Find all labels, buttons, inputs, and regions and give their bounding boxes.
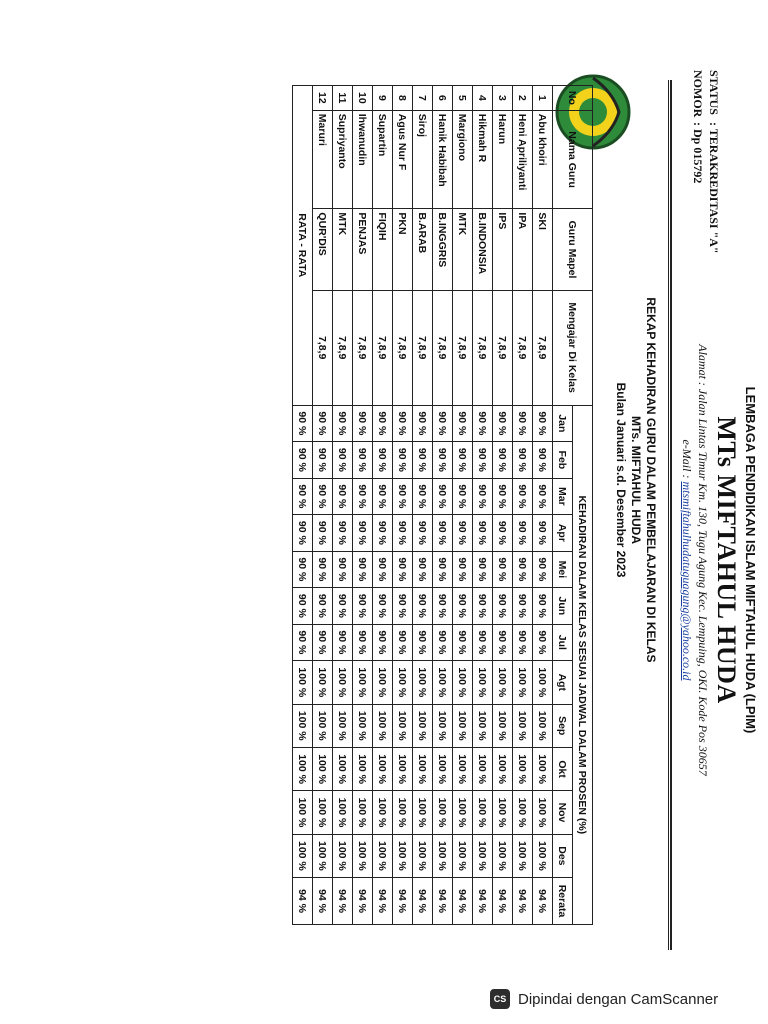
cell-subject: FIQIH [373,209,393,290]
cell-subject: PENJAS [353,209,373,290]
cell-percent: 90 % [333,515,353,552]
cell-percent: 90 % [393,624,413,661]
cell-percent: 90 % [373,442,393,479]
cell-percent: 100 % [393,704,413,747]
cell-percent: 100 % [473,747,493,790]
table-row [473,86,493,925]
cell-percent: 100 % [433,747,453,790]
cell-percent: 90 % [533,551,553,588]
cell-percent: 100 % [453,791,473,834]
cell-percent: 90 % [513,624,533,661]
cell-percent: 90 % [453,405,473,442]
rotated-document [28,0,768,1000]
organization-name: LEMBAGA PENDIDIKAN ISLAM MIFTAHUL HUDA (LPIM) [743,386,758,734]
cell-percent: 94 % [353,878,373,925]
header-month: Des [553,834,573,877]
cell-subject: B.INGGRIS [433,209,453,290]
school-name: MTs MIFTAHUL HUDA [712,416,741,704]
cell-classes: 7,8,9 [433,290,453,405]
cell-percent: 90 % [373,588,393,625]
cell-subject: SKI [533,209,553,290]
cell-percent: 90 % [473,588,493,625]
average-percent: 100 % [293,834,313,877]
cell-percent: 90 % [533,478,553,515]
average-label: RATA - RATA [293,86,313,406]
table-header-row [573,86,593,925]
cell-percent: 90 % [493,478,513,515]
header-month: Sep [553,704,573,747]
cell-percent: 100 % [393,791,413,834]
cell-percent: 100 % [373,791,393,834]
cell-classes: 7,8,9 [333,290,353,405]
cell-percent: 100 % [353,704,373,747]
header-no: No [553,86,593,111]
header-month: Mei [553,551,573,588]
cell-percent: 100 % [313,791,333,834]
cell-percent: 90 % [533,515,553,552]
cell-percent: 100 % [413,747,433,790]
cell-percent: 90 % [473,624,493,661]
cell-percent: 90 % [393,405,413,442]
cell-percent: 90 % [473,478,493,515]
cell-no: 5 [453,86,473,111]
cell-percent: 90 % [373,478,393,515]
cell-percent: 90 % [513,588,533,625]
cell-percent: 100 % [533,661,553,704]
cell-percent: 90 % [373,551,393,588]
cell-percent: 90 % [393,588,413,625]
cell-percent: 94 % [313,878,333,925]
cell-percent: 100 % [393,661,413,704]
cell-percent: 100 % [393,747,413,790]
cell-percent: 100 % [313,834,333,877]
report-title [613,180,658,780]
average-percent: 90 % [293,442,313,479]
nomor-label: NOMOR [691,70,705,118]
cell-percent: 90 % [313,478,333,515]
cell-percent: 90 % [373,405,393,442]
cell-percent: 90 % [333,551,353,588]
cell-percent: 100 % [473,661,493,704]
header-mapel: Guru Mapel [553,209,593,290]
cell-percent: 90 % [313,515,333,552]
average-percent: 90 % [293,551,313,588]
attendance-table [292,85,593,925]
cell-percent: 90 % [313,442,333,479]
cell-percent: 90 % [433,624,453,661]
cell-percent: 90 % [313,405,333,442]
cell-subject: B.INDONSIA [473,209,493,290]
cell-percent: 100 % [313,747,333,790]
cell-percent: 100 % [473,791,493,834]
cell-percent: 94 % [533,878,553,925]
cell-percent: 90 % [393,515,413,552]
cell-teacher-name: Supriyanto [333,110,353,209]
cell-percent: 94 % [493,878,513,925]
cell-no: 12 [313,86,333,111]
cell-classes: 7,8,9 [473,290,493,405]
cell-percent: 90 % [413,624,433,661]
header-kelas: Mengajar Di Kelas [553,290,593,405]
cell-percent: 90 % [473,405,493,442]
cell-percent: 90 % [313,551,333,588]
cell-percent: 90 % [373,624,393,661]
cell-percent: 100 % [333,834,353,877]
header-group: KEHADIRAN DALAM KELAS SESUAI JADWAL DALAM PROSEN (%) [573,405,593,924]
cell-subject: MTK [333,209,353,290]
cell-percent: 100 % [513,661,533,704]
cell-percent: 100 % [333,747,353,790]
average-percent: 100 % [293,661,313,704]
cell-percent: 100 % [353,747,373,790]
cell-subject: PKN [393,209,413,290]
table-row [513,86,533,925]
cell-percent: 90 % [513,551,533,588]
cell-percent: 90 % [513,515,533,552]
cell-percent: 94 % [453,878,473,925]
cell-no: 1 [533,86,553,111]
cell-teacher-name: Hikmah R [473,110,493,209]
header-month: Jul [553,624,573,661]
cell-percent: 90 % [353,478,373,515]
header-month: Mar [553,478,573,515]
cell-percent: 100 % [513,791,533,834]
cell-percent: 100 % [313,704,333,747]
cell-percent: 90 % [493,515,513,552]
cell-percent: 90 % [433,405,453,442]
cell-percent: 90 % [473,551,493,588]
cell-classes: 7,8,9 [493,290,513,405]
header-month: Agt [553,661,573,704]
cell-percent: 100 % [513,747,533,790]
cell-percent: 94 % [393,878,413,925]
cell-classes: 7,8,9 [513,290,533,405]
cell-percent: 94 % [333,878,353,925]
cell-teacher-name: Maruri [313,110,333,209]
cell-percent: 100 % [353,661,373,704]
cell-percent: 90 % [513,405,533,442]
cell-percent: 90 % [473,515,493,552]
cell-percent: 100 % [333,704,353,747]
camscanner-logo-icon: CS [490,989,510,1009]
cell-percent: 90 % [413,478,433,515]
header-month: Apr [553,515,573,552]
cell-classes: 7,8,9 [313,290,333,405]
cell-percent: 90 % [313,624,333,661]
average-percent: 94 % [293,878,313,925]
camscanner-text: Dipindai dengan CamScanner [518,990,719,1008]
report-title-line1: REKAP KEHADIRAN GURU DALAM PEMBELAJARAN DI KELAS [644,297,658,663]
cell-percent: 100 % [433,704,453,747]
cell-subject: MTK [453,209,473,290]
cell-percent: 100 % [453,747,473,790]
cell-teacher-name: Harun [493,110,513,209]
cell-percent: 100 % [413,791,433,834]
cell-percent: 90 % [493,624,513,661]
table-row [493,86,513,925]
cell-percent: 90 % [453,478,473,515]
table-row [533,86,553,925]
cell-percent: 100 % [353,834,373,877]
table-row [353,86,373,925]
table-row [313,86,333,925]
cell-percent: 100 % [473,834,493,877]
cell-percent: 90 % [493,551,513,588]
cell-percent: 90 % [353,405,373,442]
cell-percent: 90 % [533,442,553,479]
cell-no: 10 [353,86,373,111]
cell-percent: 90 % [453,551,473,588]
cell-percent: 90 % [453,442,473,479]
cell-percent: 90 % [393,442,413,479]
cell-percent: 100 % [473,704,493,747]
cell-percent: 90 % [533,588,553,625]
cell-subject: IPS [493,209,513,290]
cell-no: 9 [373,86,393,111]
cell-percent: 90 % [433,478,453,515]
table-row [413,86,433,925]
cell-percent: 94 % [373,878,393,925]
cell-percent: 90 % [313,588,333,625]
cell-percent: 90 % [453,515,473,552]
cell-percent: 90 % [473,442,493,479]
cell-percent: 90 % [493,442,513,479]
header-month: Jan [553,405,573,442]
cell-percent: 100 % [493,661,513,704]
average-percent: 90 % [293,588,313,625]
cell-classes: 7,8,9 [373,290,393,405]
cell-percent: 90 % [353,624,373,661]
cell-classes: 7,8,9 [393,290,413,405]
average-percent: 100 % [293,747,313,790]
table-row [433,86,453,925]
cell-percent: 90 % [513,442,533,479]
cell-teacher-name: Supartin [373,110,393,209]
cell-percent: 100 % [373,747,393,790]
cell-percent: 100 % [533,704,553,747]
table-average-row [293,86,313,925]
report-title-line2: MTs. MIFTAHUL HUDA [629,416,643,544]
email-link[interactable]: mtsmiftahulhudatuguagung@yahoo.co.id [680,481,694,681]
cell-percent: 90 % [433,551,453,588]
cell-percent: 100 % [493,704,513,747]
table-row [453,86,473,925]
nomor-value: : Dp 015792 [691,122,705,184]
cell-percent: 90 % [413,588,433,625]
cell-percent: 100 % [413,704,433,747]
cell-classes: 7,8,9 [413,290,433,405]
cell-percent: 100 % [353,791,373,834]
cell-percent: 94 % [513,878,533,925]
cell-percent: 100 % [393,834,413,877]
cell-percent: 100 % [533,834,553,877]
cell-percent: 90 % [353,515,373,552]
table-body [293,86,553,925]
cell-percent: 90 % [353,551,373,588]
header-name: Nama Guru [553,110,593,209]
average-percent: 90 % [293,515,313,552]
cell-percent: 100 % [513,834,533,877]
cell-percent: 100 % [533,791,553,834]
report-title-line3: Bulan Januari s.d. Desember 2023 [614,382,628,578]
cell-subject: B.ARAB [413,209,433,290]
cell-percent: 90 % [533,624,553,661]
header-month: Jun [553,588,573,625]
cell-percent: 90 % [453,624,473,661]
cell-percent: 100 % [493,834,513,877]
school-email [679,220,695,900]
cell-percent: 100 % [433,791,453,834]
cell-percent: 94 % [473,878,493,925]
average-percent: 90 % [293,624,313,661]
email-label: e-Mail : [680,439,694,479]
cell-percent: 100 % [373,704,393,747]
header-month: Nov [553,791,573,834]
letterhead-rule [670,80,672,950]
cell-percent: 90 % [433,442,453,479]
cell-percent: 100 % [453,661,473,704]
cell-subject: QUR'DIS [313,209,333,290]
cell-percent: 100 % [333,661,353,704]
cell-percent: 90 % [333,405,353,442]
cell-subject: IPA [513,209,533,290]
header-month: Rerata [553,878,573,925]
cell-no: 3 [493,86,513,111]
cell-percent: 90 % [413,405,433,442]
cell-percent: 94 % [413,878,433,925]
cell-percent: 100 % [433,661,453,704]
letterhead [679,220,758,900]
cell-percent: 94 % [433,878,453,925]
cell-no: 6 [433,86,453,111]
cell-percent: 100 % [453,704,473,747]
cell-teacher-name: Ihwanudin [353,110,373,209]
cell-percent: 100 % [373,661,393,704]
cell-no: 7 [413,86,433,111]
cell-percent: 90 % [493,405,513,442]
cell-percent: 90 % [393,551,413,588]
cell-no: 2 [513,86,533,111]
cell-percent: 100 % [413,834,433,877]
cell-no: 11 [333,86,353,111]
cell-percent: 100 % [513,704,533,747]
table-row [393,86,413,925]
letterhead-rule-thin [668,80,669,950]
average-percent: 90 % [293,478,313,515]
cell-percent: 90 % [353,442,373,479]
cell-percent: 90 % [453,588,473,625]
table-row [373,86,393,925]
cell-percent: 90 % [433,515,453,552]
school-address: Alamat : Jalan Lintas Timur Km. 130, Tugu Agung Kec. Lempuing, OKI. Kode Pos 30657 [696,344,710,776]
cell-percent: 90 % [413,442,433,479]
cell-percent: 90 % [333,442,353,479]
cell-classes: 7,8,9 [533,290,553,405]
cell-no: 8 [393,86,413,111]
cell-percent: 100 % [333,791,353,834]
camscanner-watermark [490,986,752,1012]
header-month: Okt [553,747,573,790]
average-percent: 100 % [293,704,313,747]
cell-percent: 90 % [393,478,413,515]
status-label: STATUS [707,70,721,115]
cell-percent: 90 % [333,478,353,515]
cell-teacher-name: Siroj [413,110,433,209]
cell-no: 4 [473,86,493,111]
cell-teacher-name: Abu khoiri [533,110,553,209]
cell-teacher-name: Agus Nur F [393,110,413,209]
cell-classes: 7,8,9 [453,290,473,405]
table-row [333,86,353,925]
cell-percent: 100 % [313,661,333,704]
cell-percent: 90 % [333,588,353,625]
cell-percent: 90 % [373,515,393,552]
average-percent: 90 % [293,405,313,442]
cell-percent: 100 % [493,747,513,790]
cell-percent: 100 % [413,661,433,704]
cell-teacher-name: Heni Apriliyanti [513,110,533,209]
cell-percent: 90 % [413,551,433,588]
cell-percent: 90 % [513,478,533,515]
status-value: : TERAKREDITASI "A" [707,122,721,254]
cell-percent: 90 % [493,588,513,625]
cell-percent: 100 % [453,834,473,877]
cell-percent: 90 % [353,588,373,625]
cell-percent: 90 % [413,515,433,552]
cell-teacher-name: Margiono [453,110,473,209]
cell-percent: 90 % [533,405,553,442]
average-percent: 100 % [293,791,313,834]
cell-percent: 100 % [373,834,393,877]
cell-classes: 7,8,9 [353,290,373,405]
cell-percent: 100 % [433,834,453,877]
cell-teacher-name: Hanik Habibah [433,110,453,209]
cell-percent: 100 % [493,791,513,834]
cell-percent: 90 % [333,624,353,661]
cell-percent: 90 % [433,588,453,625]
header-month: Feb [553,442,573,479]
cell-percent: 100 % [533,747,553,790]
